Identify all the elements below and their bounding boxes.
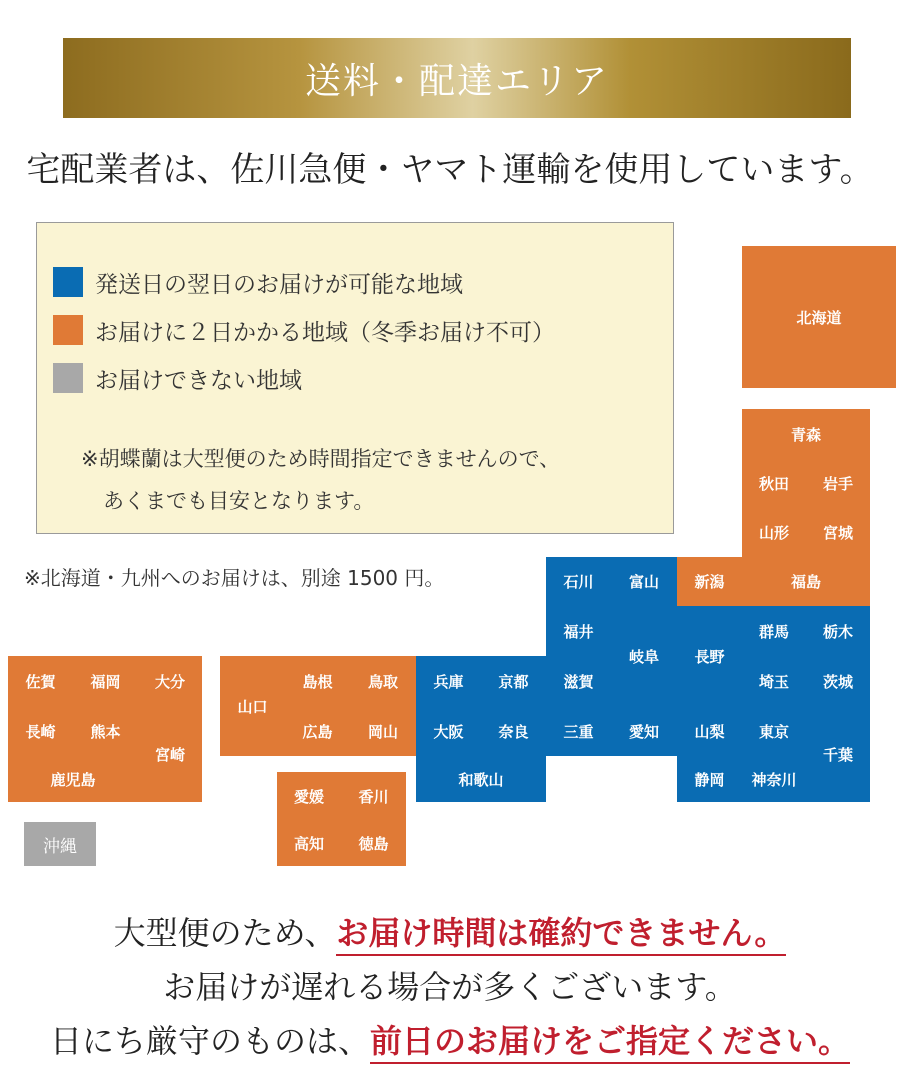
orange-swatch bbox=[53, 315, 83, 345]
footer-line-3 bbox=[0, 1016, 900, 1062]
pref-yamagata: 山形 bbox=[742, 507, 806, 557]
pref-yamanashi: 山梨 bbox=[677, 706, 742, 756]
pref-gunma: 群馬 bbox=[742, 606, 806, 656]
pref-nagasaki: 長崎 bbox=[8, 706, 73, 756]
pref-fukuoka: 福岡 bbox=[73, 656, 138, 706]
pref-hyogo: 兵庫 bbox=[416, 656, 481, 706]
pref-shimane: 島根 bbox=[285, 656, 350, 706]
pref-aomori: 青森 bbox=[742, 409, 870, 459]
pref-gifu: 岐阜 bbox=[611, 606, 677, 706]
shipping-note: ※北海道・九州へのお届けは、別途 1500 円。 bbox=[24, 566, 445, 590]
pref-nagano: 長野 bbox=[677, 606, 742, 706]
page-title: 送料・配達エリア bbox=[304, 60, 609, 102]
legend-no-delivery-label: お届けできない地域 bbox=[95, 367, 302, 394]
footer-line-1-prefix: 大型便のため、 bbox=[113, 914, 337, 952]
pref-kagawa: 香川 bbox=[341, 772, 406, 820]
pref-saitama: 埼玉 bbox=[742, 656, 806, 706]
pref-miyagi: 宮城 bbox=[806, 507, 870, 557]
pref-kumamoto: 熊本 bbox=[73, 706, 138, 756]
pref-hiroshima: 広島 bbox=[285, 706, 350, 756]
pref-tokyo: 東京 bbox=[742, 706, 806, 756]
pref-tottori: 鳥取 bbox=[350, 656, 416, 706]
pref-oita: 大分 bbox=[138, 656, 202, 706]
pref-ibaraki: 茨城 bbox=[806, 656, 870, 706]
footer-line-3-prefix: 日にち厳守のものは、 bbox=[49, 1022, 370, 1060]
carrier-info: 宅配業者は、佐川急便・ヤマト運輸を使用しています。 bbox=[26, 150, 874, 190]
pref-okayama: 岡山 bbox=[350, 706, 416, 756]
pref-toyama: 富山 bbox=[611, 557, 677, 606]
blue-swatch bbox=[53, 267, 83, 297]
pref-iwate: 岩手 bbox=[806, 459, 870, 507]
footer-line-1-emphasis: お届け時間は確約できません。 bbox=[336, 914, 786, 956]
pref-ishikawa: 石川 bbox=[546, 557, 611, 606]
legend-next-day bbox=[53, 265, 463, 299]
footer-line-3-emphasis: 前日のお届けをご指定ください。 bbox=[370, 1022, 850, 1064]
footer-line-2: お届けが遅れる場合が多くございます。 bbox=[163, 968, 737, 1006]
pref-shizuoka: 静岡 bbox=[677, 756, 742, 802]
pref-tokushima: 徳島 bbox=[341, 820, 406, 866]
legend-no-delivery bbox=[53, 361, 302, 395]
legend-two-day-label: お届けに２日かかる地域（冬季お届け不可） bbox=[95, 319, 555, 346]
pref-kagoshima: 鹿児島 bbox=[8, 756, 138, 802]
pref-niigata: 新潟 bbox=[677, 557, 742, 606]
pref-miyazaki: 宮崎 bbox=[138, 706, 202, 802]
legend-box bbox=[36, 222, 674, 534]
pref-saga: 佐賀 bbox=[8, 656, 73, 706]
pref-kochi: 高知 bbox=[277, 820, 341, 866]
pref-kyoto: 京都 bbox=[481, 656, 546, 706]
pref-kanagawa: 神奈川 bbox=[742, 756, 806, 802]
pref-aichi: 愛知 bbox=[611, 706, 677, 756]
pref-chiba: 千葉 bbox=[806, 706, 870, 802]
pref-tochigi: 栃木 bbox=[806, 606, 870, 656]
pref-nara: 奈良 bbox=[481, 706, 546, 756]
pref-fukushima: 福島 bbox=[742, 557, 870, 606]
legend-next-day-label: 発送日の翌日のお届けが可能な地域 bbox=[95, 271, 463, 298]
title-banner bbox=[63, 38, 851, 118]
pref-mie: 三重 bbox=[546, 706, 611, 756]
pref-shiga: 滋賀 bbox=[546, 656, 611, 706]
pref-ehime: 愛媛 bbox=[277, 772, 341, 820]
legend-two-day bbox=[53, 313, 555, 347]
pref-hokkaido: 北海道 bbox=[742, 246, 896, 388]
pref-yamaguchi: 山口 bbox=[220, 656, 285, 756]
footer-line-1 bbox=[0, 908, 900, 954]
legend-note-line2: あくまでも目安となります。 bbox=[103, 489, 375, 513]
pref-okinawa: 沖縄 bbox=[24, 822, 96, 866]
pref-wakayama: 和歌山 bbox=[416, 756, 546, 802]
pref-fukui: 福井 bbox=[546, 606, 611, 656]
gray-swatch bbox=[53, 363, 83, 393]
legend-note-line1: ※胡蝶蘭は大型便のため時間指定できませんので、 bbox=[81, 447, 561, 471]
pref-akita: 秋田 bbox=[742, 459, 806, 507]
pref-osaka: 大阪 bbox=[416, 706, 481, 756]
